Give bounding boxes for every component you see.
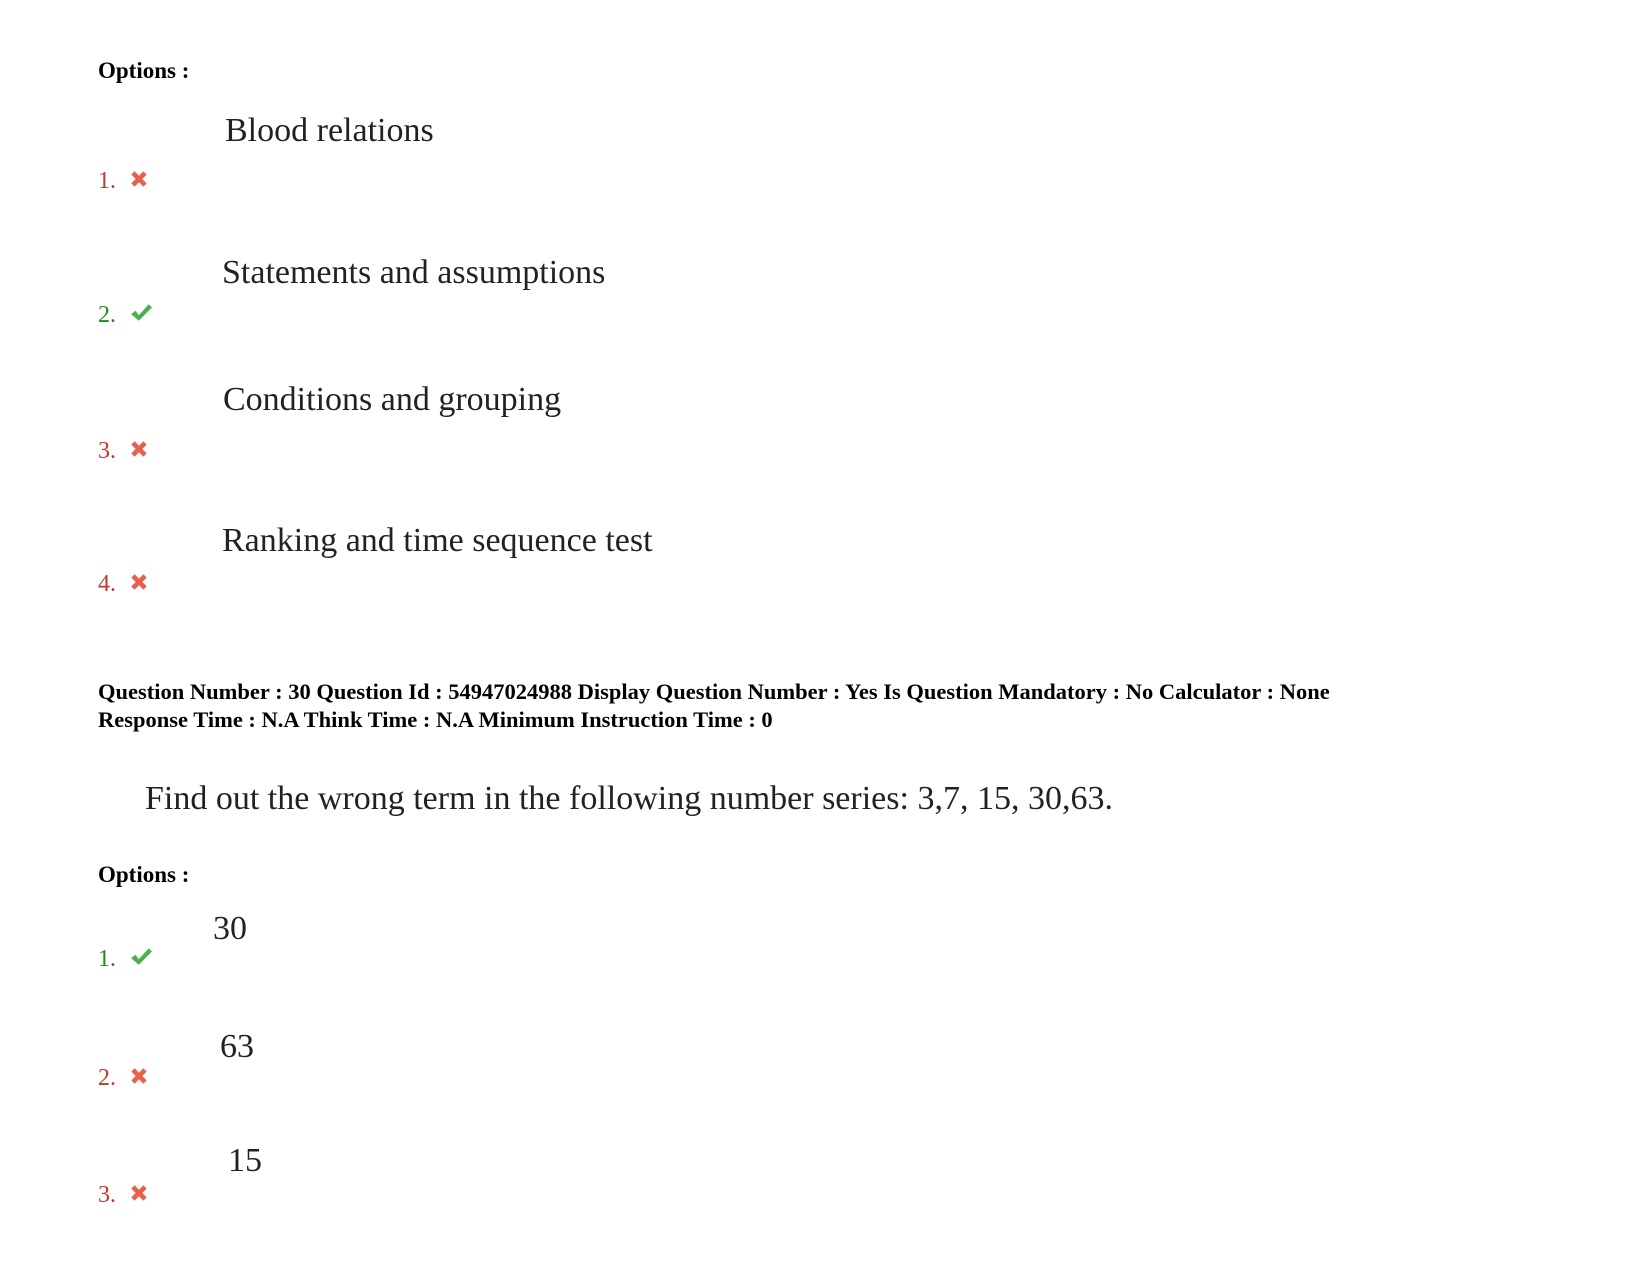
option-number-label: 1. bbox=[98, 168, 116, 194]
options-label: Options : bbox=[98, 58, 190, 83]
option-text: Blood relations bbox=[225, 112, 434, 149]
option-text: 30 bbox=[213, 910, 247, 947]
option-number-label: 2. bbox=[98, 1065, 116, 1091]
cross-icon bbox=[128, 168, 150, 190]
option-number-label: 2. bbox=[98, 302, 116, 328]
question-meta-line-2: Response Time : N.A Think Time : N.A Minimum Instruction Time : 0 bbox=[98, 707, 773, 732]
option-number bbox=[98, 302, 154, 329]
cross-icon bbox=[128, 1182, 150, 1204]
question-meta-line-1: Question Number : 30 Question Id : 54947024988 Display Question Number : Yes Is Question Mandatory : No Calculator : None bbox=[98, 679, 1330, 704]
option-number-label: 3. bbox=[98, 438, 116, 464]
cross-icon bbox=[128, 438, 150, 460]
option-number bbox=[98, 946, 154, 973]
option-text: Statements and assumptions bbox=[222, 254, 606, 291]
cross-icon bbox=[128, 1065, 150, 1087]
option-text: Conditions and grouping bbox=[223, 381, 562, 418]
option-number bbox=[98, 168, 150, 195]
option-number-label: 3. bbox=[98, 1182, 116, 1208]
option-number bbox=[98, 571, 150, 598]
check-icon bbox=[128, 302, 154, 324]
option-number bbox=[98, 1182, 150, 1209]
option-number-label: 1. bbox=[98, 946, 116, 972]
options-label: Options : bbox=[98, 862, 190, 887]
option-number-label: 4. bbox=[98, 571, 116, 597]
option-text: 63 bbox=[220, 1028, 254, 1065]
check-icon bbox=[128, 946, 154, 968]
option-text: 15 bbox=[228, 1142, 262, 1179]
option-number bbox=[98, 1065, 150, 1092]
cross-icon bbox=[128, 571, 150, 593]
question-text: Find out the wrong term in the following number series: 3,7, 15, 30,63. bbox=[145, 780, 1113, 817]
option-text: Ranking and time sequence test bbox=[222, 522, 653, 559]
option-number bbox=[98, 438, 150, 465]
